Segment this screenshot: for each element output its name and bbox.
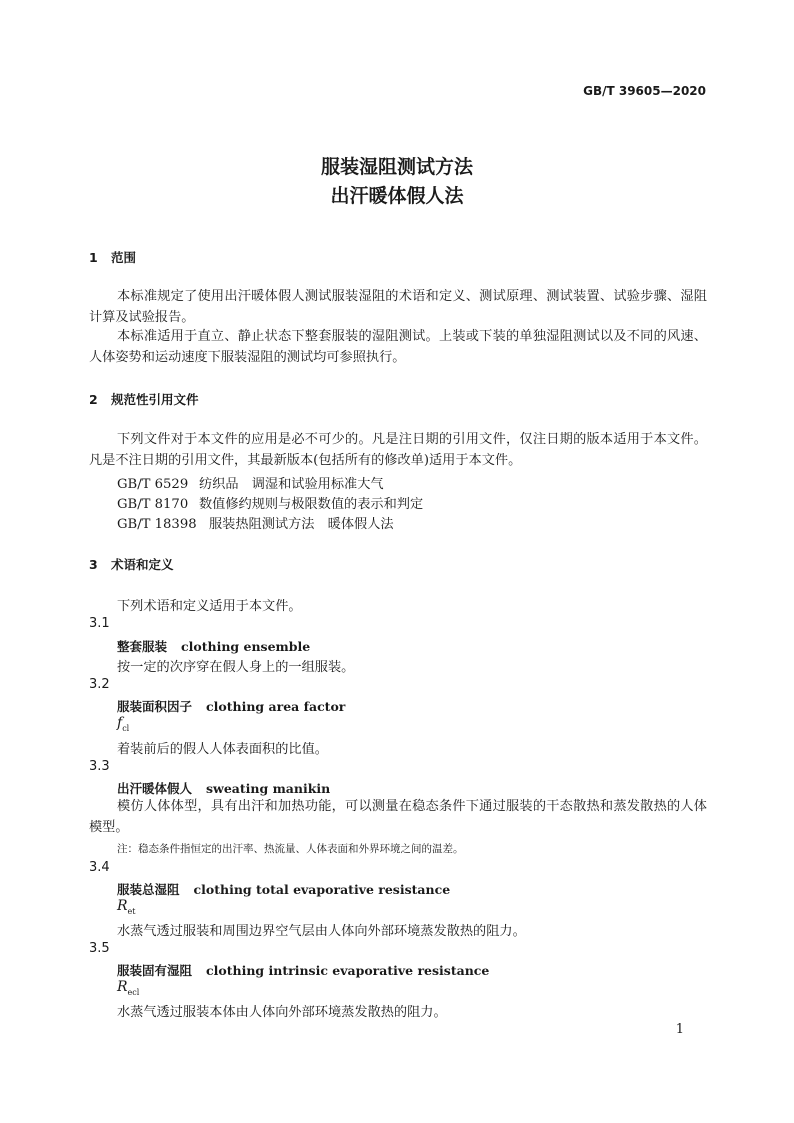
section-1-heading: [89, 248, 136, 266]
section-title: 范围: [111, 250, 137, 265]
section-title: 规范性引用文件: [111, 392, 199, 407]
term-symbol: $R_{et}$: [117, 898, 136, 916]
reference-item: [117, 513, 394, 532]
scope-paragraph-1: 本标准规定了使用出汗暖体假人测试服装湿阻的术语和定义、测试原理、测试装置、试验步骤、湿阻计算及试验报告。: [89, 289, 707, 325]
scope-paragraph-2: 本标准适用于直立、静止状态下整套服装的湿阻测试。上装或下装的单独湿阻测试以及不同的风速、人体姿势和运动速度下服装湿阻的测试均可参照执行。: [89, 329, 707, 365]
reference-code: GB/T 6529: [117, 477, 189, 492]
term-en: clothing total evaporative resistance: [193, 882, 451, 897]
term-zh: 服装固有湿阻: [117, 963, 193, 978]
term-zh: 服装面积因子: [117, 699, 193, 714]
clause-number: 3.2: [89, 677, 110, 692]
term-definition: 水蒸气透过服装和周围边界空气层由人体向外部环境蒸发散热的阻力。: [117, 924, 526, 939]
term-definition: 按一定的次序穿在假人身上的一组服装。: [117, 660, 355, 675]
reference-item: [117, 493, 423, 512]
section-number: 2: [89, 392, 98, 407]
term-heading: [117, 637, 310, 655]
reference-title: 数值修约规则与极限数值的表示和判定: [199, 497, 424, 512]
clause-number: 3.1: [89, 616, 110, 631]
reference-item: [117, 473, 384, 492]
clause-number: 3.4: [89, 860, 110, 875]
section-title: 术语和定义: [111, 557, 174, 572]
term-en: clothing area factor: [206, 699, 346, 714]
page-number: 1: [675, 1022, 684, 1037]
term-zh: 整套服装: [117, 639, 168, 654]
term-en: clothing ensemble: [181, 639, 311, 654]
term-heading: [117, 697, 345, 715]
term-heading: [117, 880, 450, 898]
document-title-line2: 出汗暖体假人法: [330, 185, 464, 207]
term-en: sweating manikin: [206, 781, 331, 796]
section-3-heading: [89, 555, 174, 573]
section-number: 1: [89, 250, 98, 265]
reference-code: GB/T 18398: [117, 517, 197, 532]
document-title-line1: 服装湿阻测试方法: [320, 156, 473, 178]
term-zh: 出汗暖体假人: [117, 781, 193, 796]
standard-number: GB/T 39605—2020: [583, 84, 706, 98]
section-2-heading: [89, 390, 199, 408]
term-definition: 着装前后的假人人体表面积的比值。: [117, 742, 328, 757]
clause-number: 3.5: [89, 941, 110, 956]
term-heading: [117, 779, 330, 797]
term-definition: 模仿人体体型，具有出汗和加热功能，可以测量在稳态条件下通过服装的干态散热和蒸发散热的人体模型。: [89, 799, 707, 835]
term-note: 注：稳态条件指恒定的出汗率、热流量、人体表面和外界环境之间的温差。: [117, 843, 464, 855]
term-en: clothing intrinsic evaporative resistance: [206, 963, 490, 978]
terms-intro: 下列术语和定义适用于本文件。: [117, 599, 302, 614]
reference-code: GB/T 8170: [117, 497, 189, 512]
references-intro: 下列文件对于本文件的应用是必不可少的。凡是注日期的引用文件，仅注日期的版本适用于本文件。凡是不注日期的引用文件，其最新版本(包括所有的修改单)适用于本文件。: [89, 432, 707, 468]
term-symbol: $f_{cl}$: [117, 715, 130, 733]
term-zh: 服装总湿阻: [117, 882, 180, 897]
term-heading: [117, 961, 489, 979]
term-definition: 水蒸气透过服装本体由人体向外部环境蒸发散热的阻力。: [117, 1005, 447, 1020]
term-symbol: $R_{ecl}$: [117, 979, 140, 997]
reference-title: 服装热阻测试方法 暖体假人法: [209, 517, 394, 532]
clause-number: 3.3: [89, 759, 110, 774]
reference-title: 纺织品 调湿和试验用标准大气: [199, 477, 384, 492]
section-number: 3: [89, 557, 98, 572]
